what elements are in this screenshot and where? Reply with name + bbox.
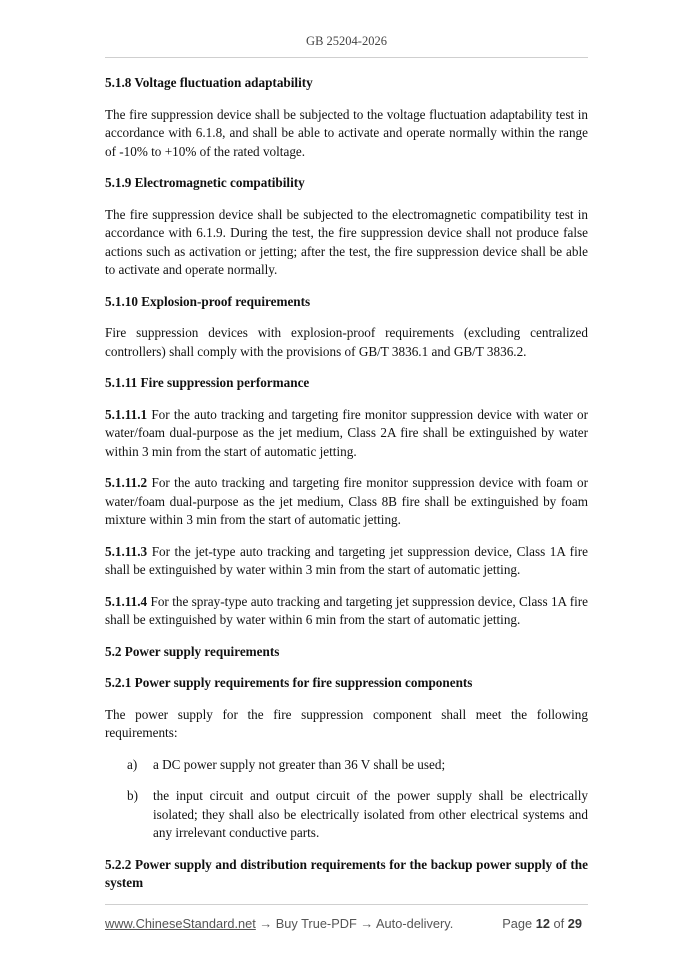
list-item bbox=[105, 787, 588, 843]
clause-5-1-11-3 bbox=[105, 543, 588, 580]
section-heading-5-1-10: 5.1.10 Explosion-proof requirements bbox=[105, 293, 311, 309]
page-current: 12 bbox=[535, 916, 550, 931]
clause-text: For the jet-type auto tracking and targeting jet suppression device, Class 1A fire shall be extinguished by water within 3 min from the start of automatic jetting. bbox=[105, 543, 588, 577]
page-label: Page bbox=[502, 916, 533, 931]
clause-text: For the auto tracking and targeting fire monitor suppression device with foam or water/foam dual-purpose as the jet medium, Class 8B fire shall be extinguished by foam mixture within 3 min from the start of automatic jetting. bbox=[105, 475, 588, 527]
list-item-text: a DC power supply not greater than 36 V shall be used; bbox=[153, 756, 446, 772]
paragraph-5-1-9: The fire suppression device shall be subjected to the electromagnetic compatibility test in accordance with 6.1.9. During the test, the fire suppression device shall not produce false actions such as activation or jetting; after the test, the fire suppression device shall be able to activate and operate normally. bbox=[105, 206, 588, 277]
list-item-text: the input circuit and output circuit of the power supply shall be electrically isolated; they shall also be electrically isolated from other electrical systems and any irrelevant conductive parts. bbox=[153, 788, 588, 840]
clause-text: For the auto tracking and targeting fire monitor suppression device with water or water/foam dual-purpose as the jet medium, Class 2A fire shall be extinguished by water within 3 min from the start of automatic jetting. bbox=[105, 406, 588, 459]
clause-text: For the spray-type auto tracking and targeting jet suppression device, Class 1A fire shall be extinguished by water within 6 min from the start of automatic jetting. bbox=[105, 593, 588, 627]
page-of-label: of bbox=[553, 916, 565, 931]
page-total: 29 bbox=[567, 916, 582, 931]
paragraph-5-2-1: The power supply for the fire suppression component shall meet the following requirements: bbox=[105, 706, 588, 740]
clause-number: 5.1.11.2 bbox=[105, 475, 148, 490]
promo-text: → Buy True-PDF → Auto-delivery. bbox=[255, 916, 454, 931]
paragraph-5-1-8: The fire suppression device shall be subjected to the voltage fluctuation adaptability test in accordance with 6.1.8, and shall be able to activate and operate normally within the range of -10% to +10% of the rated voltage. bbox=[105, 106, 588, 159]
clause-number: 5.1.11.3 bbox=[105, 543, 148, 559]
list-marker: a) bbox=[127, 756, 138, 772]
website-link[interactable]: www.ChineseStandard.net bbox=[105, 916, 256, 931]
clause-number: 5.1.11.1 bbox=[105, 406, 148, 422]
list-marker: b) bbox=[127, 788, 138, 803]
list-item bbox=[105, 756, 588, 775]
clause-5-1-11-1 bbox=[105, 406, 588, 462]
section-heading-5-1-11: 5.1.11 Fire suppression performance bbox=[105, 375, 310, 390]
document-body bbox=[105, 74, 588, 906]
section-heading-5-2-1: 5.2.1 Power supply requirements for fire suppression components bbox=[105, 675, 473, 690]
paragraph-5-1-10: Fire suppression devices with explosion-proof requirements (excluding centralized controllers) shall comply with the provisions of GB/T 3836.1 and GB/T 3836.2. bbox=[105, 325, 588, 359]
clause-number: 5.1.11.4 bbox=[105, 593, 148, 609]
section-heading-5-2: 5.2 Power supply requirements bbox=[105, 643, 280, 659]
page-header bbox=[0, 34, 693, 49]
page-footer bbox=[105, 916, 588, 931]
section-heading-5-1-8: 5.1.8 Voltage fluctuation adaptability bbox=[105, 75, 313, 90]
clause-5-1-11-2 bbox=[105, 474, 588, 530]
clause-5-1-11-4 bbox=[105, 593, 588, 630]
header-divider bbox=[105, 57, 588, 58]
footer-divider bbox=[105, 904, 588, 905]
document-code: GB 25204-2026 bbox=[306, 34, 387, 48]
section-heading-5-2-2: 5.2.2 Power supply and distribution requirements for the backup power supply of the system bbox=[105, 856, 588, 890]
requirements-list bbox=[105, 756, 588, 843]
section-heading-5-1-9: 5.1.9 Electromagnetic compatibility bbox=[105, 175, 305, 190]
page-number bbox=[502, 916, 582, 931]
